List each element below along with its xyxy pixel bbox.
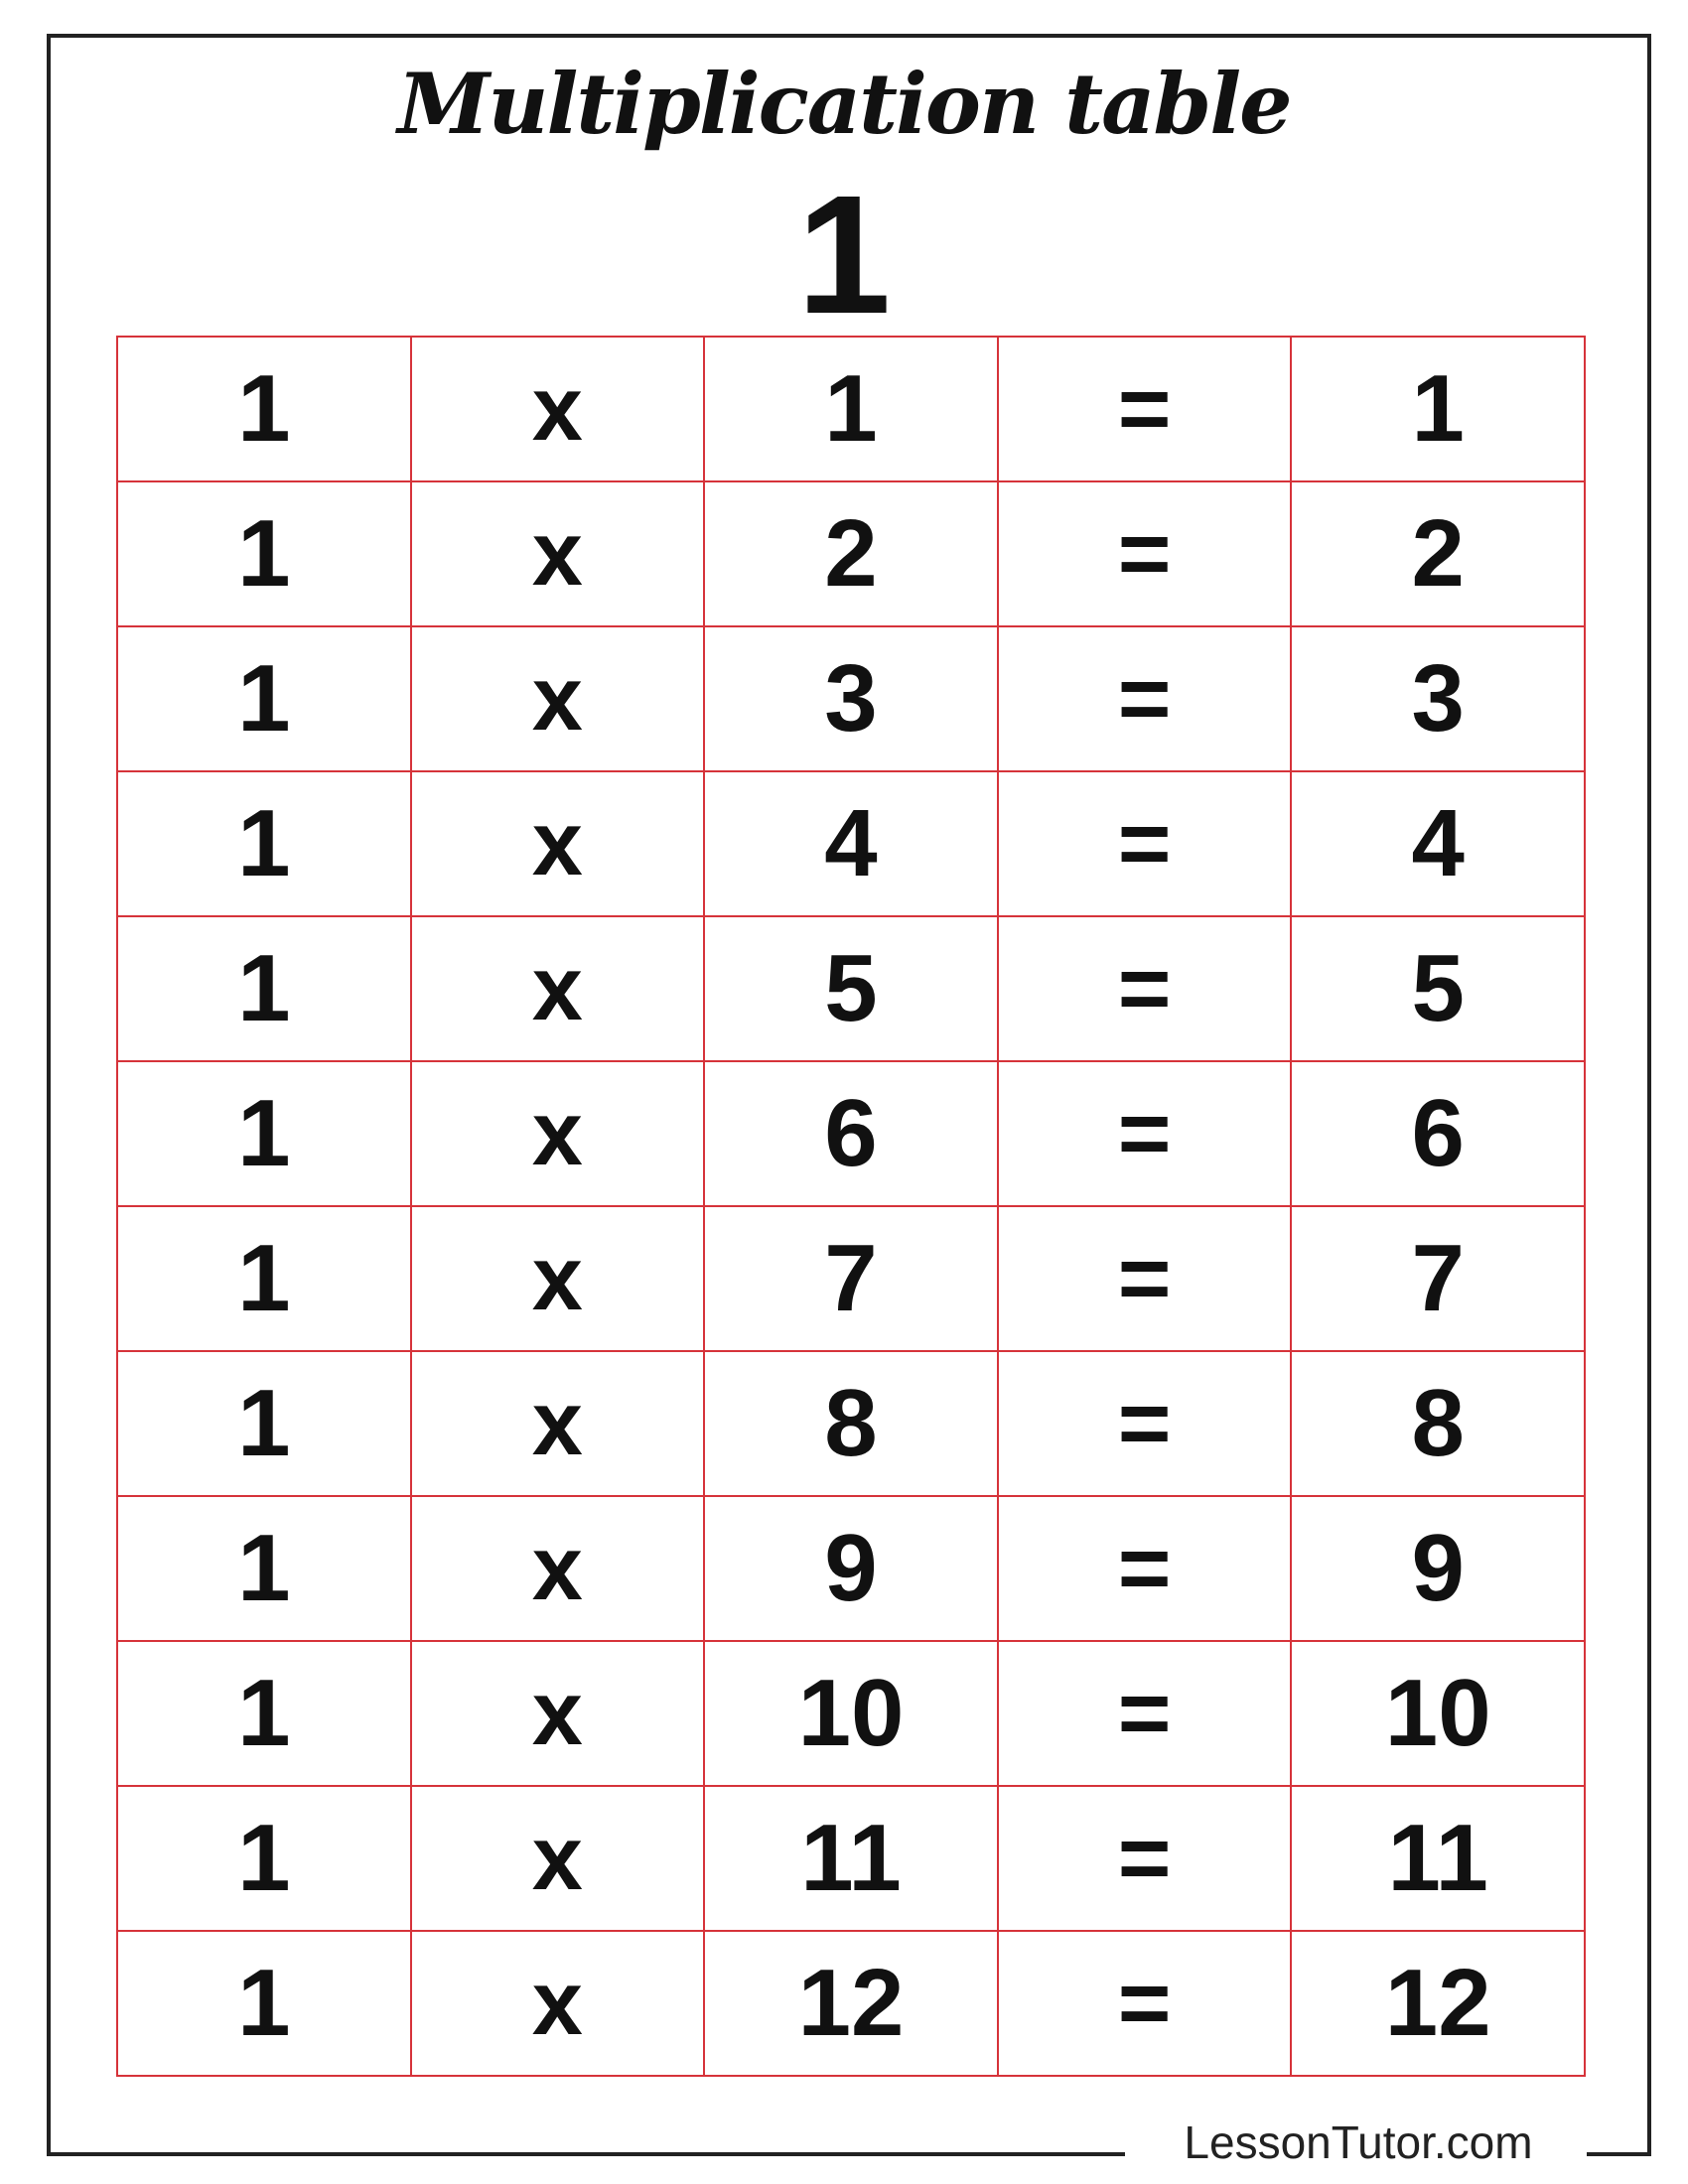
table-row	[117, 1786, 1585, 1931]
product-cell: 6	[1291, 1061, 1585, 1206]
multiplier-cell: 6	[704, 1061, 998, 1206]
table-row	[117, 1641, 1585, 1786]
multiplier-cell: 7	[704, 1206, 998, 1351]
times-sign-cell: x	[411, 1061, 705, 1206]
multiplier-cell: 9	[704, 1496, 998, 1641]
page-title: Multiplication table	[397, 55, 1291, 153]
table-row	[117, 1931, 1585, 2076]
multiplicand-cell: 1	[117, 1786, 411, 1931]
multiplier-cell: 10	[704, 1641, 998, 1786]
frame-left-border	[47, 34, 51, 2156]
equals-sign-cell: =	[998, 1061, 1292, 1206]
times-sign-cell: x	[411, 771, 705, 916]
multiplicand-cell: 1	[117, 1206, 411, 1351]
frame-bottom-border-left	[47, 2152, 1125, 2156]
product-cell: 5	[1291, 916, 1585, 1061]
equals-sign-cell: =	[998, 771, 1292, 916]
equals-sign-cell: =	[998, 626, 1292, 771]
multiplier-cell: 8	[704, 1351, 998, 1496]
times-sign-cell: x	[411, 916, 705, 1061]
times-sign-cell: x	[411, 1351, 705, 1496]
table-row	[117, 771, 1585, 916]
product-cell: 9	[1291, 1496, 1585, 1641]
footer-site-name: LessonTutor.com	[1184, 2116, 1533, 2168]
table-row	[117, 626, 1585, 771]
multiplier-cell: 1	[704, 337, 998, 481]
times-sign-cell: x	[411, 1206, 705, 1351]
table-row	[117, 1496, 1585, 1641]
frame-bottom-border-right	[1587, 2152, 1651, 2156]
product-cell: 1	[1291, 337, 1585, 481]
multiplier-cell: 4	[704, 771, 998, 916]
table-row	[117, 916, 1585, 1061]
equals-sign-cell: =	[998, 481, 1292, 626]
multiplicand-cell: 1	[117, 1496, 411, 1641]
equals-sign-cell: =	[998, 1206, 1292, 1351]
table-row	[117, 1206, 1585, 1351]
product-cell: 4	[1291, 771, 1585, 916]
multiplicand-cell: 1	[117, 1641, 411, 1786]
equals-sign-cell: =	[998, 1931, 1292, 2076]
multiplicand-cell: 1	[117, 481, 411, 626]
product-cell: 7	[1291, 1206, 1585, 1351]
table-row	[117, 1061, 1585, 1206]
multiplicand-cell: 1	[117, 1351, 411, 1496]
times-sign-cell: x	[411, 481, 705, 626]
multiplier-cell: 11	[704, 1786, 998, 1931]
multiplicand-cell: 1	[117, 1931, 411, 2076]
equals-sign-cell: =	[998, 1496, 1292, 1641]
product-cell: 10	[1291, 1641, 1585, 1786]
grid-body	[117, 337, 1585, 2076]
equals-sign-cell: =	[998, 337, 1292, 481]
table-row	[117, 1351, 1585, 1496]
equals-sign-cell: =	[998, 1786, 1292, 1931]
multiplicand-cell: 1	[117, 337, 411, 481]
multiplier-cell: 5	[704, 916, 998, 1061]
frame-top-border	[47, 34, 1651, 38]
times-sign-cell: x	[411, 1931, 705, 2076]
equals-sign-cell: =	[998, 916, 1292, 1061]
table-row	[117, 481, 1585, 626]
product-cell: 2	[1291, 481, 1585, 626]
product-cell: 8	[1291, 1351, 1585, 1496]
product-cell: 3	[1291, 626, 1585, 771]
times-sign-cell: x	[411, 1641, 705, 1786]
multiplication-grid	[116, 336, 1586, 2077]
multiplier-cell: 2	[704, 481, 998, 626]
multiplicand-cell: 1	[117, 771, 411, 916]
frame-right-border	[1647, 34, 1651, 2156]
equals-sign-cell: =	[998, 1641, 1292, 1786]
multiplier-cell: 12	[704, 1931, 998, 2076]
times-sign-cell: x	[411, 337, 705, 481]
equals-sign-cell: =	[998, 1351, 1292, 1496]
times-sign-cell: x	[411, 1496, 705, 1641]
times-sign-cell: x	[411, 626, 705, 771]
product-cell: 11	[1291, 1786, 1585, 1931]
table-row	[117, 337, 1585, 481]
multiplicand-cell: 1	[117, 626, 411, 771]
multiplicand-cell: 1	[117, 1061, 411, 1206]
table-number: 1	[796, 161, 892, 349]
product-cell: 12	[1291, 1931, 1585, 2076]
times-sign-cell: x	[411, 1786, 705, 1931]
multiplier-cell: 3	[704, 626, 998, 771]
multiplicand-cell: 1	[117, 916, 411, 1061]
